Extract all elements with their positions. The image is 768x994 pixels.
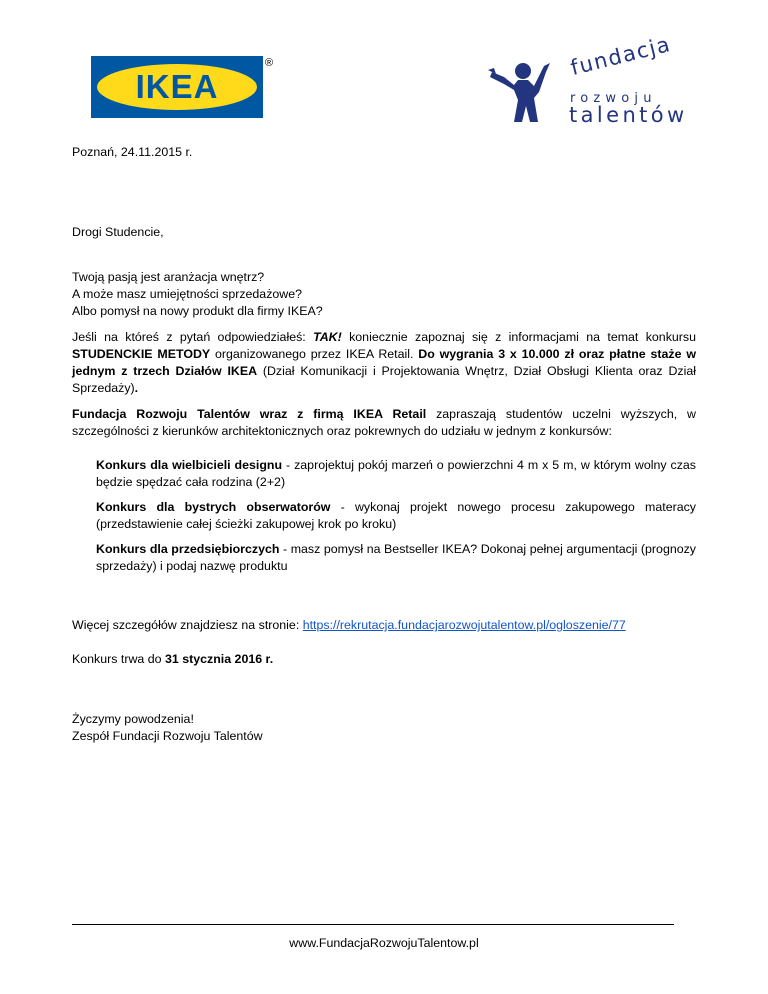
invitation-text: zapraszają studentów uczelni wyższych, w szczególności z kierunków architektonicznych oraz pokrewnych do udziału w jednym z konkursów:: [72, 407, 696, 438]
contest-title: Konkurs dla wielbicieli designu: [96, 458, 283, 472]
signature: Zespół Fundacji Rozwoju Talentów: [72, 729, 263, 743]
closing-wish: Życzymy powodzenia!: [72, 712, 194, 726]
prize-info: Do wygrania 3 x 10.000 zł oraz płatne staże w jednym z trzech Działów IKEA: [72, 347, 696, 378]
more-info-text: Więcej szczegółów znajdziesz na stronie:: [72, 618, 303, 632]
foundation-logo-line2: rozwoju: [570, 91, 657, 106]
contest-item: [96, 457, 696, 491]
intro-text-1: Jeśli na któreś z pytań odpowiedziałeś:: [72, 330, 314, 344]
contest-name: STUDENCKIE METODY: [72, 347, 211, 361]
ikea-logo-graphic: [91, 56, 274, 118]
registered-mark: ®: [264, 57, 274, 69]
contest-item: [96, 541, 696, 575]
child-figure-icon: [484, 50, 564, 130]
place-date: Poznań, 24.11.2015 r.: [72, 145, 193, 159]
intro-paragraph: [72, 329, 696, 397]
greeting: Drogi Studencie,: [72, 225, 164, 239]
footer-divider: [72, 924, 674, 925]
intro-text-2: koniecznie zapoznaj się z informacjami na temat konkursu: [341, 330, 696, 344]
foundation-logo-line1: fundacja: [568, 31, 674, 80]
closing-block: [72, 711, 696, 745]
contest-title: Konkurs dla bystrych obserwatorów: [96, 500, 331, 514]
contest-title: Konkurs dla przedsiębiorczych: [96, 542, 280, 556]
details-link[interactable]: https://rekrutacja.fundacjarozwojutalentow.pl/ogloszenie/77: [302, 618, 626, 632]
contest-description: - masz pomysł na Bestseller IKEA? Dokonaj pełnej argumentacji (prognozy sprzedaży) i podaj nazwę produktu: [96, 542, 697, 573]
deadline-date: 31 stycznia 2016 r.: [164, 652, 274, 666]
contest-item: [96, 499, 696, 533]
question-3: Albo pomysł na nowy produkt dla firmy IKEA?: [72, 304, 323, 318]
ikea-logo: [91, 56, 274, 118]
contest-description: - wykonaj projekt nowego procesu zakupowego materacy (przedstawienie całej ścieżki zakupowej krok po kroku): [96, 500, 696, 531]
intro-tak: TAK!: [313, 330, 342, 344]
more-info: [72, 617, 696, 634]
question-2: A może masz umiejętności sprzedażowe?: [72, 287, 303, 301]
departments-info: (Dział Komunikacji i Projektowania Wnętrz, Dział Obsługi Klienta oraz Dział Sprzedaży): [72, 364, 696, 395]
intro-end: .: [134, 381, 139, 395]
intro-text-3: organizowanego przez IKEA Retail.: [210, 347, 419, 361]
foundation-logo: [484, 31, 688, 130]
contest-description: - zaprojektuj pokój marzeń o powierzchni 4 m x 5 m, w którym wolny czas będzie spędzać cała rodzina (2+2): [96, 458, 696, 489]
questions-block: [72, 269, 696, 320]
foundation-logo-line3: talentów: [569, 103, 688, 127]
invitation-paragraph: [72, 406, 696, 440]
ikea-logo-text: IKEA: [135, 68, 219, 105]
deadline: [72, 651, 696, 668]
organizers: Fundacja Rozwoju Talentów wraz z firmą IKEA Retail: [72, 407, 427, 421]
question-1: Twoją pasją jest aranżacja wnętrz?: [72, 270, 265, 284]
deadline-text: Konkurs trwa do: [72, 652, 165, 666]
footer-website: www.FundacjaRozwojuTalentow.pl: [289, 936, 479, 950]
